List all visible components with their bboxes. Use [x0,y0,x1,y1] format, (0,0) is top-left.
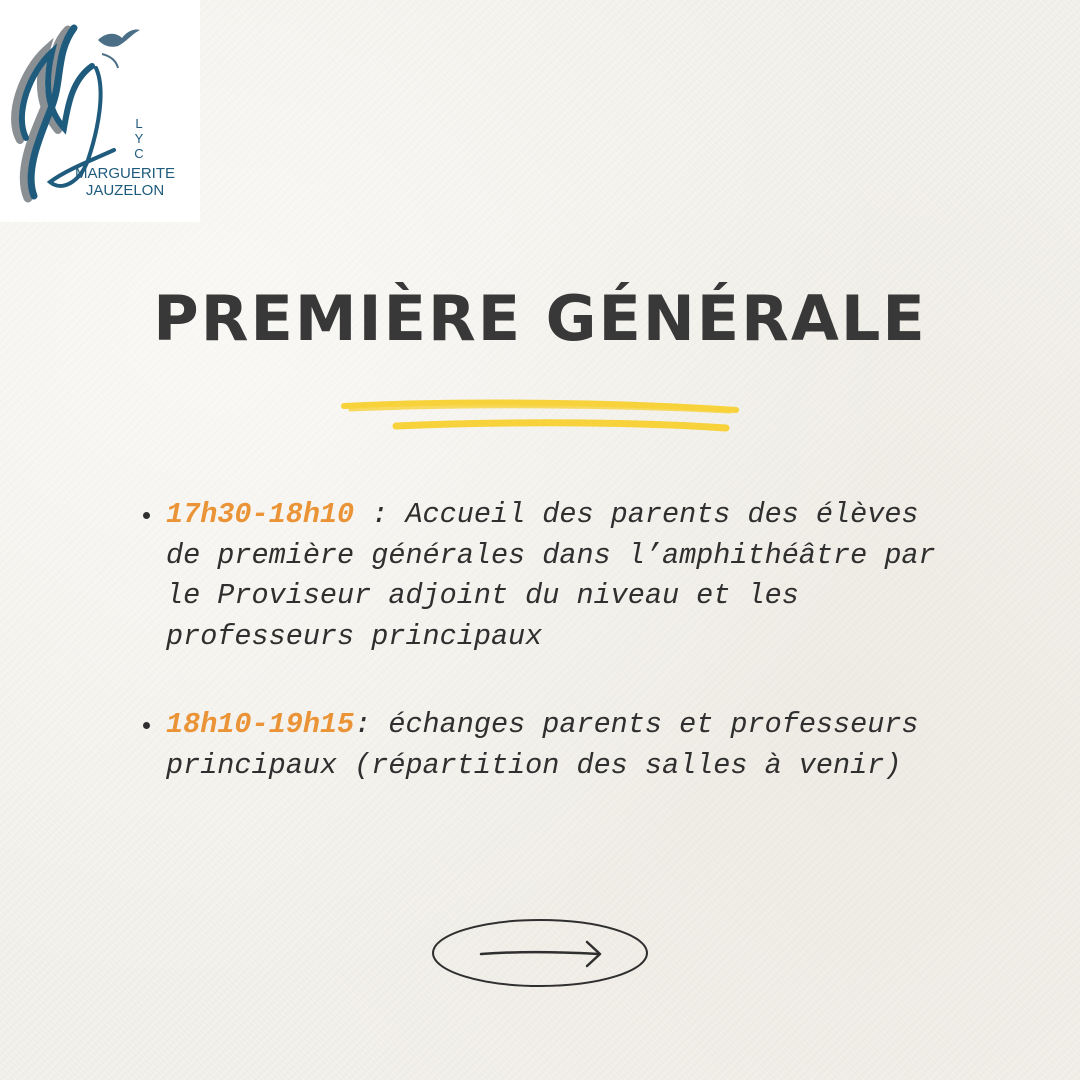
school-logo [0,0,200,222]
next-button[interactable] [431,918,649,988]
schedule-description: : Accueil des parents des élèves de première générales dans l’amphithéâtre par le Proviseur adjoint du niveau et les professeurs principaux [166,498,936,653]
schedule-description: : échanges parents et professeurs principaux (répartition des salles à venir) [166,708,919,782]
list-item [140,495,960,657]
bullet-icon [143,722,150,729]
list-item [140,705,960,786]
schedule-time: 17h30-18h10 [166,498,355,531]
title-underline-decoration [340,396,740,438]
schedule-list [140,495,960,834]
logo-vertical-text: LYC [134,116,144,161]
arrow-right-icon [431,918,649,988]
schedule-time: 18h10-19h15 [166,708,355,741]
page-title: PREMIÈRE GÉNÉRALE [153,282,927,355]
bullet-icon [143,512,150,519]
logo-school-name: MARGUERITE JAUZELON [74,165,175,199]
